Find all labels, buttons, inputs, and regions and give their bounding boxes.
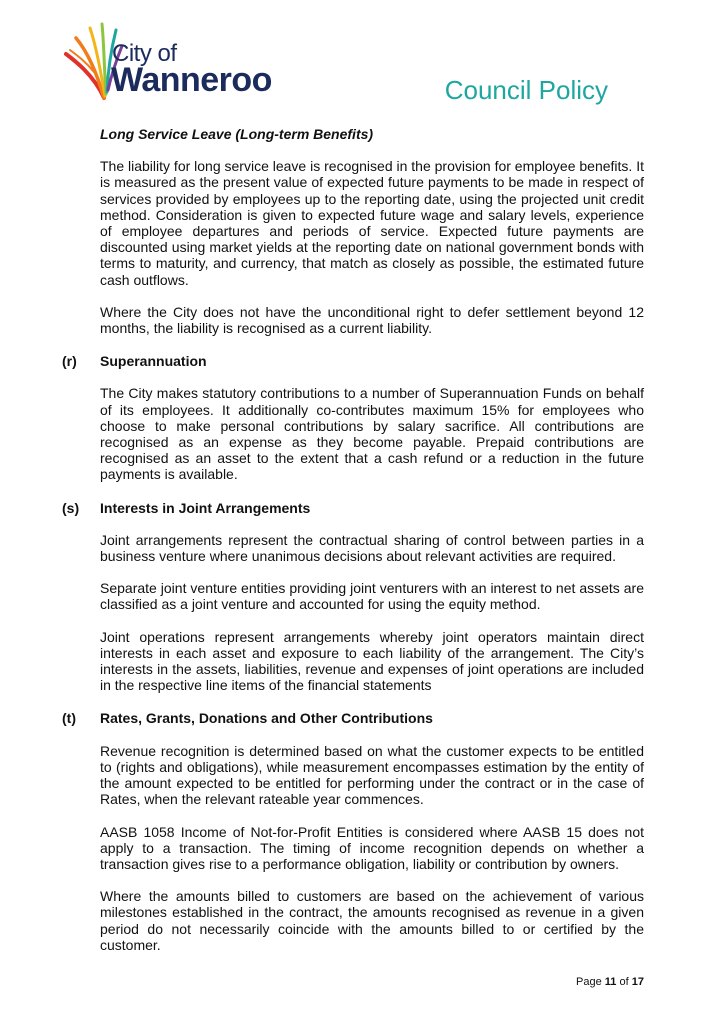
section-letter: (r) xyxy=(62,353,77,370)
page-number xyxy=(576,976,644,988)
section-title: Rates, Grants, Donations and Other Contributions xyxy=(100,710,433,727)
document-body xyxy=(62,126,644,969)
section-title: Superannuation xyxy=(100,353,207,370)
long-service-heading: Long Service Leave (Long-term Benefits) xyxy=(100,126,374,142)
section-heading-s xyxy=(62,500,644,516)
section-letter: (t) xyxy=(62,710,76,727)
joint-arrangements-paragraph-2: Separate joint venture entities providing joint venturers with an interest to net assets are classified as a joint venture and accounted for using the equity method. xyxy=(100,580,644,613)
superannuation-paragraph: The City makes statutory contributions to a number of Superannuation Funds on behalf of its employees. It additionally co-contributes maximum 15% for employees who choose to make personal contributions by salary sacrifice. All contributions are recognised as an expense as they become payable. Prepaid contributions are recognised as an asset to the extent that a cash refund or a reduction in the future payments is available. xyxy=(100,385,644,483)
page-total: 17 xyxy=(631,976,644,988)
city-logo xyxy=(64,20,304,102)
section-letter: (s) xyxy=(62,499,80,516)
long-service-paragraph-2: Where the City does not have the unconditional right to defer settlement beyond 12 months, the liability is recognised as a current liability. xyxy=(100,303,644,337)
rates-paragraph-3: Where the amounts billed to customers are based on the achievement of various milestones established in the contract, the amounts recognised as revenue in a given period do not necessarily coincide with the amounts billed to or certified by the customer. xyxy=(100,888,644,953)
page-title: Council Policy xyxy=(444,75,608,105)
of-label: of xyxy=(619,976,629,988)
section-heading-t xyxy=(62,710,644,726)
long-service-paragraph-1: The liability for long service leave is recognised in the provision for employee benefits. It is measured as the present value of expected future payments to be made in respect of services provided by employees up to the reporting date, using the projected unit credit method. Consideration is given to expected future wage and salary levels, experience of employee departures and periods of service. Expected future payments are discounted using market yields at the reporting date on national government bonds with terms to maturity, and currency, that match as closely as possible, the estimated future cash outflows. xyxy=(100,158,644,288)
page-label: Page xyxy=(576,976,602,988)
logo-line2: Wanneroo xyxy=(111,61,272,99)
logo-line1: City of xyxy=(112,40,177,67)
section-heading-r xyxy=(62,353,644,369)
joint-arrangements-paragraph-1: Joint arrangements represent the contractual sharing of control between parties in a business venture where unanimous decisions about relevant activities are required. xyxy=(100,531,644,565)
section-title: Interests in Joint Arrangements xyxy=(100,499,311,516)
joint-arrangements-paragraph-3: Joint operations represent arrangements whereby joint operators maintain direct interests in each asset and exposure to each liability of the arrangement. The City’s interests in the assets, liabilities, revenue and expenses of joint operations are included in the respective line items of the financial statements xyxy=(100,628,644,694)
rates-paragraph-1: Revenue recognition is determined based on what the customer expects to be entitled to (rights and obligations), while measurement encompasses estimation by the entity of the amount expected to be entitled for performing under the contract or in the case of Rates, when the relevant rateable year commences. xyxy=(100,742,644,808)
rates-paragraph-2: AASB 1058 Income of Not-for-Profit Entities is considered where AASB 15 does not apply to a transaction. The timing of income recognition depends on whether a transaction gives rise to a performance obligation, liability or contribution by owners. xyxy=(100,823,644,872)
page-current: 11 xyxy=(604,976,617,988)
